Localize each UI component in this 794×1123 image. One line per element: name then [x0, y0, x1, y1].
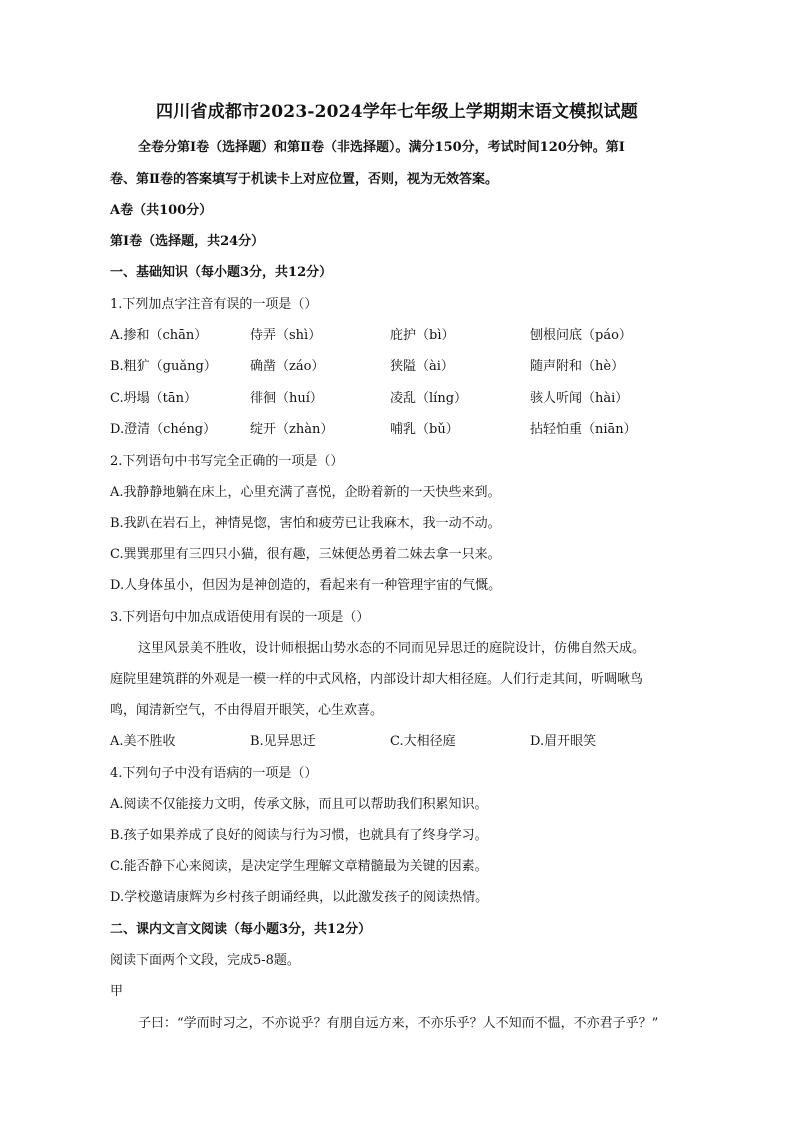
page-title: 四川省成都市2023-2024学年七年级上学期期末语文模拟试题: [156, 102, 638, 122]
passage-label-jia: 甲: [110, 984, 124, 999]
q1-option-cell: 骇人听闻（hài）: [530, 391, 629, 406]
q3-stem: 3.下列语句中加点成语使用有误的一项是（）: [110, 610, 370, 625]
basic-knowledge-heading: 一、基础知识（每小题3分，共12分）: [110, 265, 333, 280]
q3-passage-line-1: 这里风景美不胜收，设计师根据山势水态的不同而见异思迁的庭院设计，仿佛自然天成。: [138, 641, 646, 656]
q2-option-c: C.巽巽那里有三四只小猫，很有趣，三妹便怂勇着二妹去拿一只来。: [110, 547, 501, 562]
q1-option-cell: 徘徊（huí）: [250, 391, 323, 406]
q4-option-d: D.学校邀请康辉为乡村孩子朗诵经典，以此激发孩子的阅读热情。: [110, 890, 489, 905]
q1-option-cell: B.粗犷（guǎng）: [110, 359, 217, 374]
q2-stem: 2.下列语句中书写完全正确的一项是（）: [110, 454, 344, 469]
q1-option-cell: 确凿（záo）: [250, 359, 325, 374]
q3-passage-line-2: 庭院里建筑群的外观是一模一样的中式风格，内部设计却大相径庭。人们行走其间，听啁啾鸟: [110, 672, 644, 687]
section-a-heading: A卷（共100分）: [110, 203, 213, 218]
q2-option-a: A.我静静地躺在床上，心里充满了喜悦，企盼着新的一天快些来到。: [110, 485, 501, 500]
q1-option-cell: 刨根问底（páo）: [530, 328, 632, 343]
q3-option-d: D.眉开眼笑: [530, 734, 597, 749]
q4-option-a: A.阅读不仅能接力文明，传承文脉，而且可以帮助我们积累知识。: [110, 797, 488, 812]
q2-option-b: B.我趴在岩石上，神情晃惚，害怕和疲劳已让我麻木，我一动不动。: [110, 516, 501, 531]
q2-option-d: D.人身体虽小，但因为是神创造的，看起来有一种管理宇宙的气慨。: [110, 578, 502, 593]
q4-option-b: B.孩子如果养成了良好的阅读与行为习惯，也就具有了终身学习。: [110, 828, 488, 843]
q3-passage-line-3: 鸣，闻清新空气，不由得眉开眼笑，心生欢喜。: [110, 703, 384, 718]
q1-option-cell: 随声附和（hè）: [530, 359, 625, 374]
q3-option-a: A.美不胜收: [110, 734, 176, 749]
q1-option-cell: 凌乱（líng）: [390, 391, 468, 406]
classical-reading-heading: 二、课内文言文阅读（每小题3分，共12分）: [110, 922, 372, 937]
reading-instruction: 阅读下面两个文段，完成5-8题。: [110, 953, 300, 968]
q1-option-cell: 哺乳（bǔ）: [390, 422, 459, 437]
intro-line-1: 全卷分第Ⅰ卷（选择题）和第Ⅱ卷（非选择题）。满分150分，考试时间120分钟。第Ⅰ: [138, 140, 625, 155]
q3-option-b: B.见异思迁: [250, 734, 316, 749]
q1-option-cell: 庇护（bì）: [390, 328, 455, 343]
q1-option-cell: 绽开（zhàn）: [250, 422, 334, 437]
q1-option-cell: D.澄清（chéng）: [110, 422, 217, 437]
q1-option-cell: 侍弄（shì）: [250, 328, 322, 343]
intro-line-2: 卷、第Ⅱ卷的答案填写于机读卡上对应位置，否则，视为无效答案。: [110, 172, 498, 187]
q4-stem: 4.下列句子中没有语病的一项是（）: [110, 766, 318, 781]
q1-stem: 1.下列加点字注音有误的一项是（）: [110, 297, 318, 312]
q1-option-cell: 狭隘（ài）: [390, 359, 454, 374]
q4-option-c: C.能否静下心来阅读，是决定学生理解文章精髓最为关键的因素。: [110, 859, 488, 874]
analects-quote: 子曰：“学而时习之，不亦说乎？有朋自远方来，不亦乐乎？人不知而不愠，不亦君子乎？”: [138, 1016, 659, 1031]
q3-option-c: C.大相径庭: [390, 734, 456, 749]
part1-heading: 第Ⅰ卷（选择题，共24分）: [110, 234, 265, 249]
q1-option-cell: C.坍塌（tān）: [110, 391, 197, 406]
q1-option-cell: A.掺和（chān）: [110, 328, 208, 343]
q1-option-cell: 拈轻怕重（niān）: [530, 422, 637, 437]
